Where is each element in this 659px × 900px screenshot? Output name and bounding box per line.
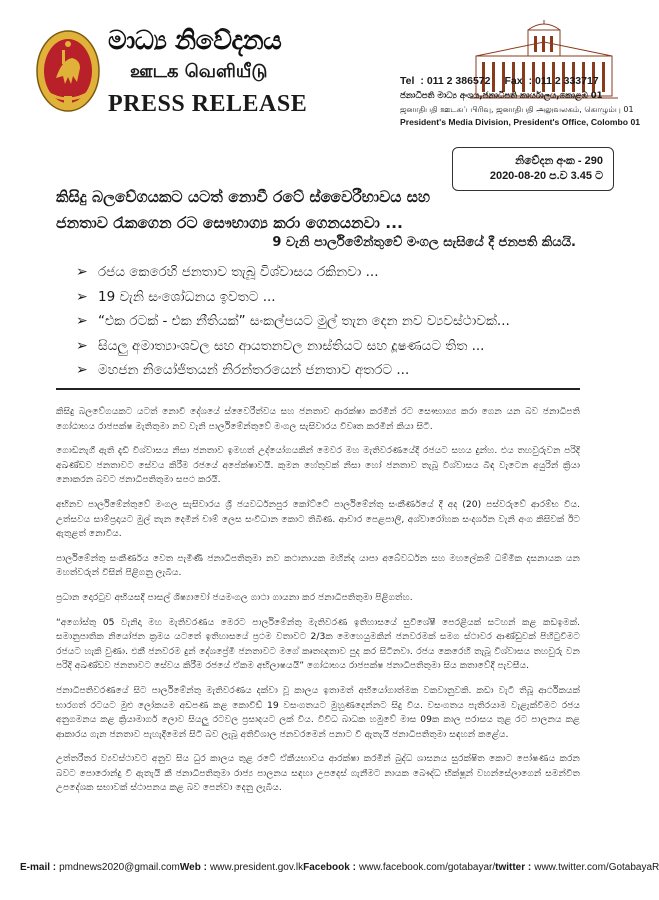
- arrow-icon: ➢: [76, 313, 88, 330]
- arrow-icon: ➢: [76, 288, 88, 305]
- fax-label: Fax: [504, 75, 523, 87]
- list-item: ➢ 19 වැනි සංශෝධනය ඉවතට ...: [76, 288, 276, 305]
- tel-number: : 011 2 386572: [420, 75, 491, 87]
- title-english: PRESS RELEASE: [108, 91, 308, 117]
- headline-line-1: කිසිදු බලවේගයකට යටත් නොවී රටේ ස්වෛරීභාවය සහ: [56, 188, 431, 206]
- sri-lanka-emblem: [34, 28, 102, 114]
- article-body: [56, 405, 580, 806]
- highlight-list: [76, 260, 596, 383]
- footer-contacts: [20, 862, 659, 873]
- paragraph: ප්‍රධාන දොරටුව අභියසදී පාසල් ශිෂ්‍යාවෝ ජයමංගල ගාථා ගායනා කර ජනාධිපතිතුමා පිළිගත්හ.: [56, 591, 413, 603]
- office-address-sinhala: ජනාධිපති මාධ්‍ය අංශය,ජනාධිපති කාර්යාලය,කොළඹ 01: [400, 91, 603, 101]
- paragraph: කිසිදු බලවේගයකට යටත් නොවී දේශයේ ස්වෛරීත්වය සහ ජනතාව ආරක්ෂා කරමින් රට සෞභාග්‍ය කරා ගෙන යන බව ජනාධිපති ගෝඨාභය රාජපක්ෂ මැතිතුමා නව වැනි පාර්ලිමේන්තුවේ මංගල සැසිවාරය විවෘත කරමින් කියා සිටී.: [56, 406, 580, 432]
- divider: [56, 388, 580, 390]
- sub-headline: 9 වැනි පාර්ලිමේන්තුවේ මංගල සැසියේ දී ජනපති කියයි.: [272, 235, 576, 250]
- paragraph: “අගෝස්තු 05 වැනිදා මහ මැතිවරණය මෙරට පාර්ලිමේන්තු මැතිවරණ ඉතිහාසයේ සුවිශේෂී පෙරළියක් සටහන් කළ කඩඉමක්. සමානුපාතික නියෝජන ක්‍රමය යටතේ ඉතිහාසයේ ප්‍රථම වතාවට 2/3ක මෙහෙයුමකින් ජනවරමක් සමග ස්ථාවර ආණ්ඩුවක් පිහිටුවීමට රජයට හැකි වුණා. එකී ජනවරම දුන් දේශප්‍රේමී ජනතාවට මගේ කෘතඥතාව පුද කර සිටිනවා. රජය කෙරෙහි තැබූ විශ්වාසය තහවුරු වන පරිදි අඛණ්ඩව ජනතාවට සේවය කිරීම රජයේ ඒකම අභිලාෂයයි” ගෝඨාභය රාජපක්ෂ ජනාධිපතිතුමා සිය කතාවේදී පැවසීය.: [56, 616, 580, 672]
- title-sinhala: මාධ්‍ය නිවේදනය: [108, 26, 282, 56]
- paragraph: ගොඩනැගී ඇති දැඩි විශ්වාසය නිසා ජනතාව ඉමහත් උද්යෝගයකින් මෙවර මහ මැතිවරණයේදී රජයට සහය දුන්හ. එය තහවුරුවන පරිදි අඛණ්ඩව ජනතාවට සේවය කිරීම රජයේ අපේක්ෂාවයි. කුමන හේතුවක් නිසා හෝ ජනතාව තැබූ විශ්වාසය බිඳ වැටෙන අයුරින් ක්‍රියා නොකරන බවට ජනාධිපතිතුමා සපථ කරයි.: [56, 445, 580, 486]
- paragraph: ජනාධිපතිවරණයේ සිට පාර්ලිමේන්තු මැතිවරණය දක්වා වූ කාලය ඉතාමත් අභියෝගාත්මක වකවානුවකි. කඩා වැටී තිබූ ආර්ථිකයක් භාරගත් රටයට මුළු ලෝකයම අඩපණ කළ කොවිඩ් 19 වසංගතයට මුහුණදෙන්නට සිදු විය. වසංගතය පැතිරයාම වැළැක්වීමට රජය අනුගමනය කළ ක්‍රියාමාර්ග ලොව සියලු රටවල ප්‍රසාදයට ලක් විය. විවිධ බාධක හමුවේ මාස 09ක කාල පරාසය තුළ රට පාලනය කළ ආකාරය ගැන ජනතාව පැහැදීමෙන් සිටි බව ලැබූ අතිවිශාල ජනවරමෙන් පනාට වී ඇතැයි ජනාධිපතිතුමා සඳහන් කළේය.: [56, 684, 580, 740]
- reference-number: නිවේදන අංක - 290: [515, 155, 603, 167]
- facebook-link[interactable]: www.facebook.com/gotabayar/: [358, 862, 496, 873]
- title-tamil: ஊடக வெளியீடு: [130, 61, 268, 82]
- email-link[interactable]: pmdnews2020@gmail.com: [59, 862, 180, 873]
- paragraph: උත්තරීතර ව්‍යවස්ථාවට අනුව සිය ධුර කාලය තුළ රටේ ඒකීයභාවය ආරක්ෂා කරමින් බුද්ධ ශාසනය සුරක්ෂිත කොට පෝෂණය කරන බවට පොරොන්දු වී ඇතැයි කී ජනාධිපතිතුමා රාජ්‍ය පාලනය සඳහා උපදෙස් ගැනීමට නායක බෞද්ධ භික්ෂූන් වහන්සේලාගෙන් සමන්විත උපදේශක සභාවක් ස්ථාපනය කළ බව පෙන්වා දෙනු ලැබීය.: [56, 753, 580, 794]
- headline-line-2: ජනතාව රැකගෙන රට සෞභාග්‍ය කරා ගෙනයනවා ...: [56, 214, 403, 232]
- footer-web: Web : www.president.gov.lk: [179, 862, 304, 873]
- reference-box: [452, 147, 614, 191]
- phone-numbers: [400, 75, 625, 88]
- paragraph: පාර්ලිමේන්තු සංකීර්ණය වෙත පැමිණි ජනාධිපතිතුමා නව කථානායක මහින්ද යාපා අබේවර්ධන සහ මහලේකම් ධම්මික දසනායක යන මහත්වරුන් විසින් පිළිගනු ලැබීය.: [56, 552, 580, 579]
- web-link[interactable]: www.president.gov.lk: [209, 862, 304, 873]
- list-item: ➢ “එක රටක් - එක නීතියක්” සංකල්පයට මුල් තැන දෙන නව ව්‍යවස්ථාවක්...: [76, 313, 510, 330]
- arrow-icon: ➢: [76, 264, 88, 281]
- arrow-icon: ➢: [76, 362, 88, 379]
- footer-facebook: Facebook : www.facebook.com/gotabayar/: [303, 862, 496, 873]
- contact-block: [400, 75, 640, 129]
- arrow-icon: ➢: [76, 337, 88, 354]
- footer-email: E-mail : pmdnews2020@gmail.com: [20, 862, 180, 873]
- reference-datetime: 2020-08-20 ප.ව 3.45 ට: [489, 170, 603, 182]
- paragraph: අභිනව පාර්ලිමේන්තුවේ මංගල සැසිවාරය ශ්‍රී ජයවර්ධනපුර කෝට්ටේ පාර්ලිමේන්තු සංකීර්ණයේ දී අද (20) පස්වරුවේ ආරම්භ විය. උත්සවය සාම්ප්‍රදායට මුල් තැන දෙමින් චාම් ලෙස සංවිධාන කොට තිබිණ. ආචාර පෙළපාලි, අශ්වාරෝහක සංදර්ශන වැනි අංග කිසිවක් ඊට ඇතුළත් නොවීය.: [56, 498, 580, 540]
- fax-number: : 011 2 333717: [528, 75, 599, 87]
- list-item: ➢ රජය කෙරෙහි ජනතාව තැබූ විශ්වාසය රකිනවා ...: [76, 264, 379, 281]
- office-address-tamil: ஜனாதிபதி ஊடகப் பிரிவு, ஜனாதிபதி அலுவலகம், கொழும்பு 01: [400, 105, 634, 114]
- press-release-titles: [108, 26, 328, 118]
- list-item: ➢ සියලු අමාත්‍යාංශවල සහ ආයතනවල නාස්තියට සහ දූෂණයට තිත ...: [76, 337, 485, 354]
- twitter-link[interactable]: www.twitter.com/GotabayaR: [534, 862, 659, 873]
- office-address-english: President's Media Division, President's Office, Colombo 01: [400, 117, 640, 127]
- tel-label: Tel: [400, 75, 415, 87]
- footer-twitter: twitter : www.twitter.com/GotabayaR: [495, 862, 659, 873]
- list-item: ➢ මහජන නියෝජිතයන් නිරන්තරයෙන් ජනතාව අතරට ...: [76, 362, 410, 379]
- headline: [56, 184, 456, 236]
